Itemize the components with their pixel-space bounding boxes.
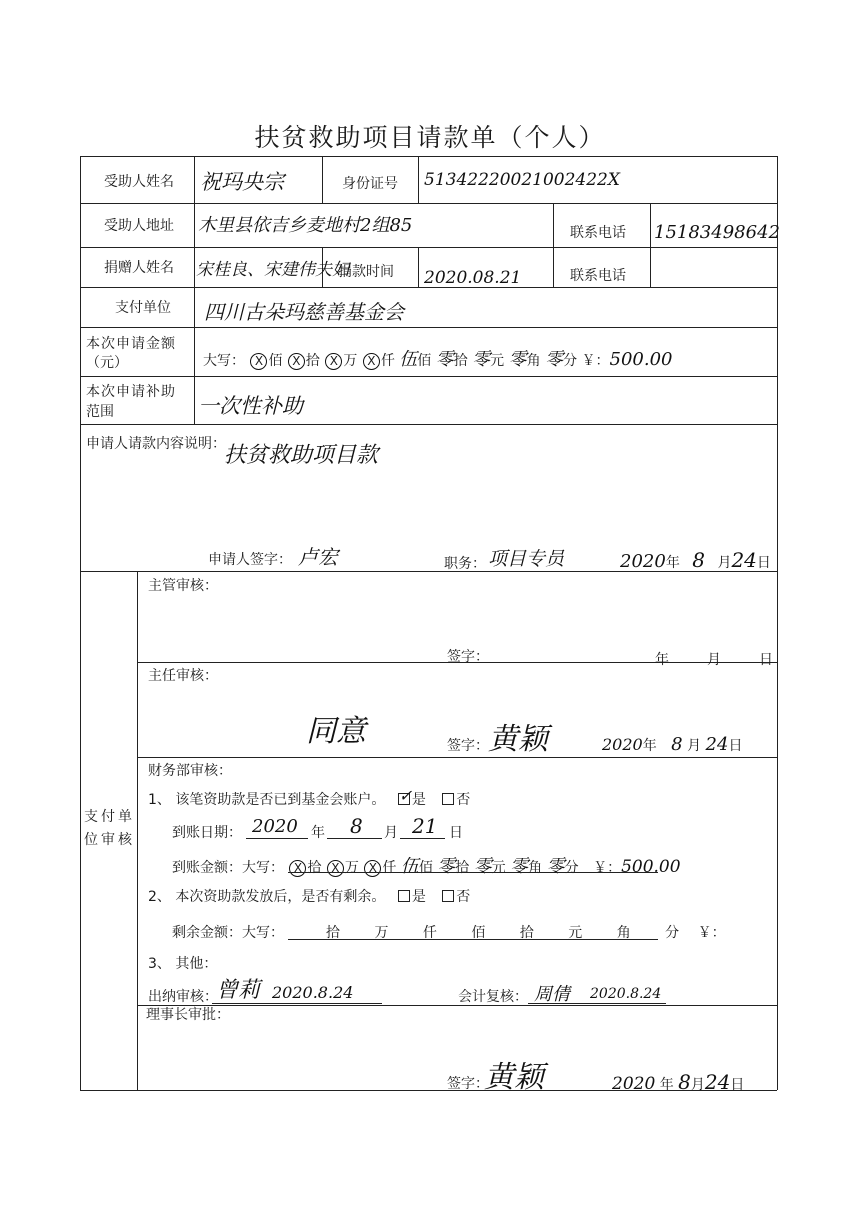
label-donation-time: 捐款时间 — [338, 264, 394, 280]
arrival-year-label: 年 — [311, 825, 325, 841]
label-year: 年 — [659, 1077, 674, 1093]
label-finance: 财务部审核： — [148, 763, 232, 779]
q1-no-checkbox[interactable] — [442, 793, 454, 805]
q1-text: 1、 该笔资助款是否已到基金会账户。 — [148, 792, 386, 808]
label-recipient-address: 受助人地址 — [104, 218, 174, 234]
unit-qian: 仟 — [380, 353, 395, 369]
crossed-digit: X — [250, 353, 267, 370]
q2-yes-label: 是 — [411, 889, 426, 905]
unit-fen: 分 — [665, 925, 680, 941]
id-number-value: 51342220021002422X — [424, 170, 620, 190]
accountant-line — [528, 1003, 666, 1004]
digit-ling: 零 — [437, 856, 456, 877]
supervisor-sign-label: 签字： — [447, 649, 489, 665]
unit-wan: 万 — [343, 353, 358, 369]
digit-ling: 零 — [508, 349, 527, 370]
unit-bai: 佰 — [471, 925, 486, 941]
row-line — [80, 156, 777, 157]
director-date — [602, 734, 742, 755]
label-year: 年 — [642, 738, 657, 754]
col-line — [322, 156, 323, 203]
unit-fen: 分 — [564, 860, 579, 876]
finance-q2 — [148, 886, 470, 906]
applicant-signature: 卢宏 — [298, 545, 338, 569]
applicant-month: 8 — [692, 548, 705, 572]
label-day: 日 — [730, 1077, 745, 1093]
label-review-line1: 支付单 — [84, 809, 135, 825]
chairman-date — [612, 1070, 744, 1094]
applicant-date — [620, 548, 771, 572]
q1-yes-label: 是 — [411, 792, 426, 808]
label-explanation: 申请人请款内容说明： — [86, 436, 226, 452]
arrival-month-label: 月 — [384, 825, 398, 841]
row-line — [80, 247, 777, 248]
cashier-line — [212, 1003, 382, 1004]
yuan-sign: ￥： — [697, 925, 726, 941]
chairman-sign-label: 签字： — [447, 1076, 489, 1092]
unit-jiao: 角 — [616, 925, 631, 941]
unit-jiao: 角 — [526, 353, 541, 369]
col-line — [194, 156, 195, 424]
applicant-day: 24 — [731, 548, 757, 572]
unit-shi: 拾 — [307, 860, 322, 876]
unit-yuan: 元 — [491, 860, 506, 876]
director-comment: 同意 — [306, 714, 366, 749]
crossed-digit: X — [288, 353, 305, 370]
crossed-digit: X — [363, 353, 380, 370]
yuan-sign: ￥： — [593, 860, 622, 876]
row-line — [80, 376, 777, 377]
director-sign-label: 签字： — [447, 738, 489, 754]
label-supervisor: 主管审核： — [148, 578, 218, 594]
label-day: 日 — [728, 738, 743, 754]
q2-text: 2、 本次资助款发放后，是否有剩余。 — [148, 889, 386, 905]
form-title: 扶贫救助项目请款单（个人） — [254, 123, 606, 152]
digit-ling: 零 — [472, 349, 491, 370]
director-month: 8 — [671, 734, 683, 755]
unit-yuan: 元 — [568, 925, 583, 941]
position-value: 项目专员 — [488, 548, 565, 570]
label-month: 月 — [690, 1077, 705, 1093]
supervisor-day-label: 日 — [759, 652, 773, 668]
unit-shi: 拾 — [519, 925, 534, 941]
unit-wan: 万 — [374, 925, 389, 941]
row-line — [80, 424, 777, 425]
unit-qian: 仟 — [382, 860, 397, 876]
label-accountant: 会计复核： — [458, 989, 528, 1005]
label-month: 月 — [717, 555, 732, 571]
arrival-month: 8 — [350, 814, 363, 838]
amount-value: 500.00 — [609, 349, 673, 370]
scope-value: 一次性补助 — [198, 394, 303, 418]
label-arrival-date: 到账日期： — [172, 825, 242, 841]
q1-yes-checkbox[interactable] — [398, 786, 413, 805]
arrival-year-line — [246, 838, 308, 839]
label-q3: 3、 其他： — [148, 956, 218, 972]
label-applicant-sign: 申请人签字： — [208, 552, 292, 568]
unit-jiao: 角 — [528, 860, 543, 876]
table-border-left — [80, 156, 81, 1090]
digit-ling: 零 — [435, 349, 454, 370]
director-signature: 黄颖 — [488, 722, 548, 757]
chairman-day: 24 — [704, 1070, 731, 1094]
explanation-value: 扶贫救助项目款 — [224, 443, 379, 468]
amount-capital — [203, 345, 673, 371]
row-line — [80, 203, 777, 204]
supervisor-month-label: 月 — [707, 652, 721, 668]
label-day: 日 — [756, 555, 771, 571]
label-year: 年 — [665, 555, 680, 571]
unit-shi: 拾 — [326, 925, 340, 941]
donation-time-value: 2020.08.21 — [424, 268, 522, 288]
director-year: 2020 — [602, 735, 643, 754]
capital-label: 大写： — [203, 353, 245, 369]
label-payment-unit: 支付单位 — [115, 300, 171, 316]
label-recipient-name: 受助人姓名 — [104, 174, 174, 190]
label-id-number: 身份证号 — [342, 176, 398, 192]
digit-ling: 零 — [510, 856, 529, 877]
unit-wan: 万 — [344, 860, 359, 876]
unit-shi: 拾 — [305, 353, 320, 369]
label-scope-line2: 范围 — [86, 404, 114, 420]
phone-value: 15183498642 — [654, 222, 780, 243]
label-donor-name: 捐赠人姓名 — [104, 260, 174, 276]
payment-unit-value: 四川古朵玛慈善基金会 — [204, 300, 404, 324]
yuan-sign: ￥： — [581, 353, 610, 369]
row-line — [137, 1005, 777, 1006]
chairman-year: 2020 — [612, 1074, 656, 1094]
unit-bai: 佰 — [418, 860, 433, 876]
arrival-amount-label: 到账金额：大写： — [172, 860, 284, 876]
label-donor-phone: 联系电话 — [570, 268, 626, 284]
q1-no-label: 否 — [456, 792, 471, 808]
row-line — [137, 757, 777, 758]
label-review-line2: 位审核 — [84, 832, 135, 848]
check-mark-icon: ✓ — [398, 786, 413, 805]
crossed-digit: X — [327, 860, 344, 877]
cashier-signature: 曾莉 — [216, 978, 261, 1003]
arrival-day-label: 日 — [449, 825, 463, 841]
chairman-signature: 黄颖 — [484, 1060, 544, 1095]
label-phone: 联系电话 — [570, 225, 626, 241]
q2-no-checkbox[interactable] — [442, 890, 454, 902]
unit-shi: 拾 — [455, 860, 470, 876]
arrival-day: 21 — [412, 814, 438, 838]
col-line — [418, 156, 419, 203]
remaining-amount-line — [288, 939, 658, 940]
arrival-amount-line — [288, 872, 658, 873]
col-line — [418, 247, 419, 287]
crossed-digit: X — [289, 860, 306, 877]
finance-q1 — [148, 786, 471, 809]
arrival-year: 2020 — [252, 816, 298, 837]
col-line — [553, 203, 554, 287]
applicant-year: 2020 — [620, 551, 666, 572]
digit-ling: 零 — [545, 349, 564, 370]
label-chairman: 理事长审批： — [146, 1007, 230, 1023]
unit-qian: 仟 — [422, 925, 437, 941]
accountant-date: 2020.8.24 — [590, 986, 662, 1002]
address-value: 木里县依吉乡麦地村2组85 — [198, 215, 413, 236]
unit-yuan: 元 — [490, 353, 505, 369]
recipient-name-value: 祝玛央宗 — [200, 170, 284, 194]
digit-ling: 零 — [473, 856, 492, 877]
q2-yes-checkbox[interactable] — [398, 890, 410, 902]
digit-wu: 伍 — [400, 856, 419, 877]
col-line — [137, 571, 138, 1090]
unit-fen: 分 — [563, 353, 578, 369]
unit-bai: 佰 — [268, 353, 283, 369]
cashier-date: 2020.8.24 — [272, 983, 354, 1002]
q2-no-label: 否 — [456, 889, 471, 905]
arrival-month-line — [327, 838, 382, 839]
table-border-right — [777, 156, 778, 1090]
label-remaining: 剩余金额：大写： — [172, 925, 284, 941]
supervisor-year-label: 年 — [655, 652, 669, 668]
crossed-digit: X — [364, 860, 381, 877]
accountant-signature: 周倩 — [534, 984, 570, 1005]
label-amount-line2: （元） — [86, 355, 128, 371]
arrival-day-line — [400, 838, 445, 839]
digit-wu: 伍 — [399, 349, 418, 370]
label-position: 职务： — [444, 556, 486, 572]
director-day: 24 — [705, 734, 729, 755]
digit-ling: 零 — [546, 856, 565, 877]
crossed-digit: X — [325, 353, 342, 370]
label-cashier: 出纳审核： — [148, 989, 218, 1005]
arrival-amount — [172, 852, 681, 878]
row-line — [80, 327, 777, 328]
label-month: 月 — [687, 738, 702, 754]
unit-bai: 佰 — [417, 353, 432, 369]
label-scope-line1: 本次申请补助 — [86, 384, 176, 400]
label-amount-line1: 本次申请金额 — [86, 336, 176, 352]
unit-shi: 拾 — [453, 353, 468, 369]
chairman-month: 8 — [678, 1070, 691, 1094]
arrival-amount-value: 500.00 — [621, 857, 681, 877]
label-director: 主任审核： — [148, 668, 218, 684]
donor-name-value: 宋桂良、宋建伟夫妇 — [196, 260, 349, 280]
col-line — [650, 203, 651, 287]
